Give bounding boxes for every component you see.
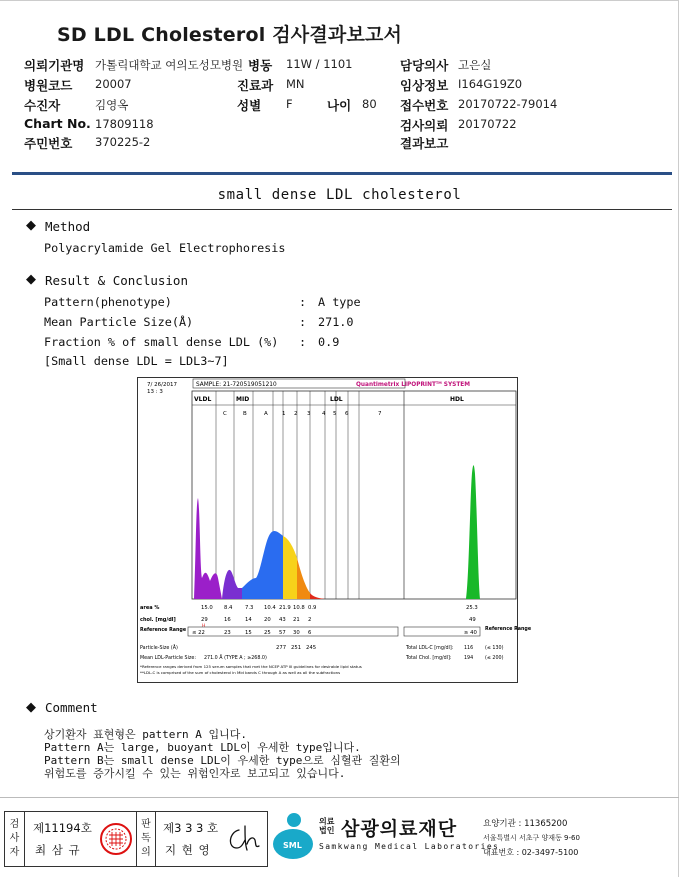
hospital-code-label: 병원코드: [24, 78, 73, 93]
receipt-label: 접수번호: [400, 98, 449, 113]
tester-seal-icon: [99, 822, 133, 856]
plot-frame: [192, 391, 516, 599]
ldl-peak-1: [268, 531, 283, 599]
chol-value: 2: [308, 617, 312, 623]
particle-size-value: 251: [291, 645, 302, 651]
sex-value: F: [286, 97, 293, 111]
header-divider: [12, 172, 672, 175]
clinical-info-label: 임상정보: [400, 78, 449, 93]
clinical-info-value: I164G19Z0: [458, 77, 523, 91]
right-reference-label: Reference Range: [485, 627, 532, 632]
reference-value: 6: [308, 630, 312, 636]
comment-heading: Comment: [45, 700, 98, 715]
band-divider-lines: [216, 391, 404, 599]
group-label-mid: MID: [236, 396, 250, 403]
hdl-chol-value: 49: [469, 617, 476, 623]
reference-value: 25: [264, 630, 271, 636]
verifier-signature-icon: [223, 822, 263, 856]
pattern-label: Pattern(phenotype): [44, 295, 172, 309]
pattern-colon: :: [299, 295, 307, 309]
request-value: 20170722: [458, 117, 517, 131]
org-code: 요양기관 : 11365200: [483, 819, 568, 829]
tester-vertical-label: 검사자: [5, 812, 25, 866]
band-label: 1: [282, 411, 286, 417]
reference-value: 15: [245, 630, 252, 636]
hdl-reference-value: ≥ 40: [464, 630, 477, 636]
result-bullet-icon: ◆: [26, 272, 36, 287]
total-ldlc-label: Total LDL-C [mg/dl]:: [406, 646, 454, 651]
comment-line: 위험도를 증가시킬 수 있는 위험인자로 보고되고 있습니다.: [44, 767, 346, 780]
row-label-area: area %: [140, 605, 160, 611]
resident-label: 주민번호: [24, 136, 73, 151]
chart-no-value: 17809118: [95, 117, 154, 131]
vldl-peak: [192, 498, 222, 599]
verifier-vertical-label: 판독의: [136, 812, 156, 866]
row-label-ref: Reference Range: [140, 628, 187, 633]
total-chol-ref: (≤ 200): [485, 656, 504, 661]
method-bullet-icon: ◆: [26, 218, 36, 233]
org-phone: 대표번호 : 02-3497-5100: [483, 848, 579, 857]
size-label: Mean Particle Size(Å): [44, 315, 194, 329]
row-label-mean: Mean LDL-Particle Size:: [140, 656, 196, 661]
lipoprint-chart-svg: [138, 378, 532, 684]
patient-label: 수진자: [24, 98, 61, 113]
band-label: 5: [333, 411, 337, 417]
result-table: [140, 605, 532, 675]
band-label: A: [264, 411, 268, 417]
dept-label: 진료과: [237, 78, 274, 93]
area-value: 21.9: [279, 605, 291, 611]
area-value: 15.0: [201, 605, 213, 611]
sex-label: 성별: [237, 98, 262, 113]
row-label-size: Particle-Size (Å): [140, 646, 178, 651]
hdl-peak: [466, 465, 480, 599]
institution-label: 의뢰기관명: [24, 58, 85, 73]
row-label-chol: chol. [mg/dl]: [140, 617, 176, 623]
result-report-label: 결과보고: [400, 136, 449, 151]
signature-box: [4, 811, 268, 867]
fraction-value: 0.9: [318, 335, 340, 349]
band-label: 2: [294, 411, 298, 417]
section-divider: [12, 209, 672, 210]
verifier-license: 제3 3 3 호: [163, 821, 219, 835]
chol-value: 29: [201, 617, 208, 623]
comment-line: 상기환자 표현형은 pattern A 입니다.: [44, 728, 247, 741]
tester-name: 최 삼 규: [35, 843, 81, 857]
footnote-1: *Reference ranges derived from 125 serum samples that met the NCEP ATP III guidelines for desirable lipid status: [140, 664, 362, 669]
band-label: 6: [345, 411, 349, 417]
total-chol-value: 194: [464, 656, 474, 661]
total-ldlc-ref: (≤ 130): [485, 646, 504, 651]
comment-line: Pattern A는 large, buoyant LDL이 우세한 type입니다.: [44, 741, 361, 754]
ward-label: 병동: [248, 58, 273, 73]
reference-value: 57: [279, 630, 286, 636]
hospital-code-value: 20007: [95, 77, 132, 91]
total-chol-label: Total Chol. [mg/dl]:: [406, 656, 452, 661]
chart-no-label: Chart No.: [24, 116, 91, 131]
patient-value: 김영옥: [95, 98, 129, 112]
svg-text:SML: SML: [283, 841, 302, 850]
dept-value: MN: [286, 77, 305, 91]
fraction-colon: :: [299, 335, 307, 349]
chol-value: 43: [279, 617, 286, 623]
area-value: 8.4: [224, 605, 233, 611]
area-value: 0.9: [308, 605, 317, 611]
chol-value: 16: [224, 617, 231, 623]
band-label: 7: [378, 411, 382, 417]
age-value: 80: [362, 97, 377, 111]
section-title: small dense LDL cholesterol: [217, 187, 462, 203]
org-name-en: Samkwang Medical Laboratories: [319, 842, 500, 851]
chol-value: 21: [293, 617, 300, 623]
method-heading: Method: [45, 219, 91, 234]
total-ldlc-value: 116: [464, 646, 474, 651]
size-colon: :: [299, 315, 307, 329]
doctor-value: 고은실: [458, 58, 492, 72]
band-label: B: [243, 411, 247, 417]
ward-value: 11W / 1101: [286, 57, 353, 71]
chol-value: 20: [264, 617, 271, 623]
footer-divider: [0, 797, 679, 798]
group-label-ldl: LDL: [330, 396, 343, 403]
sml-logo-icon: [272, 811, 314, 861]
size-value: 271.0: [318, 315, 354, 329]
chart-time: 13 : 3: [147, 389, 163, 395]
brand-name: Quantimetrix LIPOPRINT™ SYSTEM: [356, 381, 471, 388]
age-label: 나이: [327, 98, 352, 113]
group-label-vldl: VLDL: [194, 396, 212, 403]
receipt-value: 20170722-79014: [458, 97, 558, 111]
org-address: 서울특별시 서초구 양재동 9-60: [483, 834, 580, 842]
particle-size-value: 277: [276, 645, 287, 651]
sd-ldl-note: [Small dense LDL = LDL3~7]: [44, 354, 229, 368]
band-label: C: [223, 411, 227, 417]
result-heading: Result & Conclusion: [45, 273, 188, 288]
resident-value: 370225-2: [95, 135, 151, 149]
footnote-2: **LDL-C is comprised of the sum of cholesterol in Mid bands C through A as well as all the subfractions: [140, 670, 341, 675]
group-labels: [194, 396, 464, 403]
reference-value: 30: [293, 630, 300, 636]
band-label: 4: [322, 411, 326, 417]
particle-size-value: 245: [306, 645, 317, 651]
group-label-hdl: HDL: [450, 396, 464, 403]
request-label: 검사의뢰: [400, 118, 449, 133]
ldl-peak-3: [297, 558, 310, 599]
ldl-peak-2: [283, 536, 297, 599]
area-value: 10.4: [264, 605, 276, 611]
fraction-label: Fraction % of small dense LDL (%): [44, 335, 279, 349]
comment-bullet-icon: ◆: [26, 700, 36, 715]
method-text: Polyacrylamide Gel Electrophoresis: [44, 241, 286, 255]
chol-value: 14: [245, 617, 252, 623]
ldl-peak-4: [310, 593, 325, 599]
band-labels: [223, 411, 382, 417]
chol-flag: H: [202, 624, 206, 629]
reference-value: ≤ 22: [192, 630, 205, 636]
institution-value: 가톨릭대학교 여의도성모병원: [95, 58, 244, 72]
doctor-label: 담당의사: [400, 58, 449, 73]
reference-value: 23: [224, 630, 231, 636]
verifier-name: 지 현 영: [165, 843, 211, 857]
pattern-value: A type: [318, 295, 361, 309]
org-name: 삼광의료재단: [341, 818, 458, 840]
sample-id: SAMPLE: 21-720519051210: [196, 382, 277, 388]
report-title: SD LDL Cholesterol 검사결과보고서: [57, 24, 403, 46]
band-label: 3: [307, 411, 311, 417]
mean-size-value: 271.0 Å (TYPE A ; ≥268.0): [204, 656, 267, 661]
chart-date: 7/ 26/2017: [147, 382, 177, 388]
hdl-area-value: 25.3: [466, 605, 478, 611]
tester-license: 제11194호: [33, 821, 92, 835]
area-value: 10.8: [293, 605, 305, 611]
area-value: 7.3: [245, 605, 254, 611]
comment-line: Pattern B는 small dense LDL이 우세한 type으로 심혈관 질환의: [44, 754, 401, 767]
org-prefix: 의료 법인: [319, 817, 335, 835]
lipoprint-chart: [137, 377, 532, 683]
